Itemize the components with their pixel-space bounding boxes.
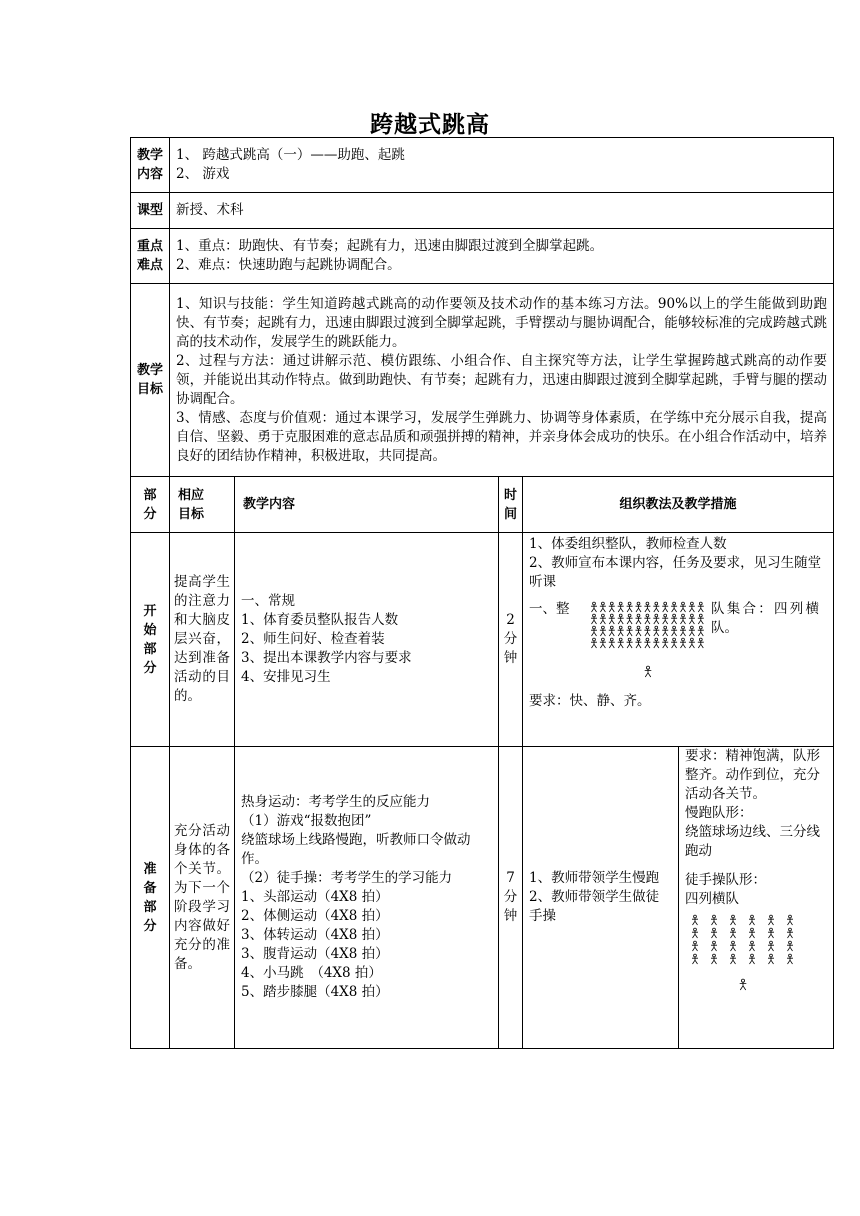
student-figure xyxy=(636,614,642,624)
student-figure xyxy=(609,614,615,624)
prep-content-line: 绕篮球场上线路慢跑，听教师口令做动作。 xyxy=(241,832,471,867)
start-method-line: 1、体委组织整队，教师检查人数 xyxy=(529,536,727,552)
prep-target: 充分活动身体的各个关节。为下一个阶段学习内容做好充分的准备。 xyxy=(170,747,235,1049)
student-figure xyxy=(609,638,615,648)
prep-side-formation: 徒手操队形： 四列横队 xyxy=(685,872,766,907)
start-time: 2 分 钟 xyxy=(499,533,523,747)
student-figure xyxy=(653,638,659,648)
student-figure xyxy=(749,928,755,938)
student-figure xyxy=(698,614,704,624)
prep-content-line: 1、头部运动（4X8 拍） xyxy=(241,889,389,905)
prep-side xyxy=(679,747,834,1049)
student-figure xyxy=(662,626,668,636)
student-figure xyxy=(749,954,755,964)
start-content-line: 4、安排见习生 xyxy=(241,669,331,685)
student-figure xyxy=(644,602,650,612)
start-part: 开 始 部 分 xyxy=(131,533,170,747)
student-figure xyxy=(636,626,642,636)
student-figure xyxy=(689,638,695,648)
student-figure xyxy=(609,626,615,636)
student-formation-icon xyxy=(589,600,707,682)
prep-method-line: 2、教师带领学生做徒手操 xyxy=(529,889,660,924)
student-figure xyxy=(698,602,704,612)
goal-paragraph: 1、知识与技能：学生知道跨越式跳高的动作要领及技术动作的基本练习方法。90%以上的学生能做到助跑快、有节奏；起跳有力，迅速由脚跟过渡到全脚掌起跳，手臂摆动与腿协调配合，能够较标准的完成跨越式跳高的技术动作，发展学生的跳跃能力。 xyxy=(176,295,828,350)
header-time: 时 间 xyxy=(499,477,523,533)
student-figure xyxy=(730,941,736,951)
student-figure xyxy=(591,614,597,624)
start-content-line: 3、提出本课教学内容与要求 xyxy=(241,650,412,666)
student-figure xyxy=(627,614,633,624)
student-figure xyxy=(653,602,659,612)
student-figure xyxy=(740,979,747,990)
prep-side-line: 绕篮球场边线、三分线跑动 xyxy=(685,824,820,859)
start-content-line: 2、师生问好、检查着装 xyxy=(241,631,385,647)
prep-content xyxy=(235,747,499,1049)
student-figure xyxy=(653,614,659,624)
content-line: 2、 游戏 xyxy=(176,166,230,182)
key-row xyxy=(131,229,834,284)
prep-content-line: 4、小马跳 （4X8 拍） xyxy=(241,965,382,981)
student-formation-icon xyxy=(685,913,805,997)
student-figure xyxy=(627,638,633,648)
student-figure xyxy=(636,638,642,648)
student-figure xyxy=(600,626,606,636)
student-figure xyxy=(618,602,624,612)
student-figure xyxy=(600,602,606,612)
student-figure xyxy=(692,915,698,925)
content-row xyxy=(131,138,834,193)
student-figure xyxy=(627,626,633,636)
prep-row xyxy=(131,747,834,1049)
student-figure xyxy=(644,626,650,636)
start-method xyxy=(523,533,834,747)
student-figure xyxy=(711,915,717,925)
prep-part: 准 备 部 分 xyxy=(131,747,170,1049)
student-figure xyxy=(787,941,793,951)
student-figure xyxy=(692,954,698,964)
formation-text-right: 队集合：四列横队。 xyxy=(711,601,819,636)
prep-method xyxy=(523,747,679,1049)
student-figure xyxy=(636,602,642,612)
student-figure xyxy=(787,915,793,925)
student-figure xyxy=(698,638,704,648)
student-figure xyxy=(711,928,717,938)
student-figure xyxy=(711,954,717,964)
prep-method-line: 1、教师带领学生慢跑 xyxy=(529,870,660,886)
student-figure xyxy=(692,941,698,951)
content-line: 1、 跨越式跳高（一）——助跑、起跳 xyxy=(176,147,405,163)
start-target: 提高学生的注意力和大脑皮层兴奋，达到准备活动的目的。 xyxy=(170,533,235,747)
student-figure xyxy=(627,602,633,612)
student-figure xyxy=(591,626,597,636)
student-figure xyxy=(689,602,695,612)
content-cell xyxy=(170,138,834,193)
prep-content-line: （2）徒手操：考考学生的学习能力 xyxy=(241,870,453,886)
student-figure xyxy=(787,928,793,938)
student-figure xyxy=(689,614,695,624)
goal-paragraph: 3、情感、态度与价值观：通过本课学习，发展学生弹跳力、协调等身体素质，在学练中充分展示自我，提高自信、坚毅、勇于克服困难的意志品质和顽强拼搏的精神，并亲身体会成功的快乐。在小组合作活动中，培养良好的团结协作精神，积极进取，共同提高。 xyxy=(176,409,828,464)
lesson-plan-table xyxy=(130,137,834,1049)
student-figure xyxy=(618,614,624,624)
content-label: 教学 内容 xyxy=(131,138,170,193)
start-row xyxy=(131,533,834,747)
student-figure xyxy=(787,954,793,964)
header-method: 组织教法及教学措施 xyxy=(523,477,834,533)
student-figure xyxy=(645,666,652,677)
student-figure xyxy=(680,626,686,636)
student-figure xyxy=(698,626,704,636)
student-figure xyxy=(768,941,774,951)
prep-time: 7 分 钟 xyxy=(499,747,523,1049)
student-figure xyxy=(671,614,677,624)
student-figure xyxy=(644,638,650,648)
goal-row xyxy=(131,284,834,477)
student-figure xyxy=(711,941,717,951)
key-line: 2、难点：快速助跑与起跳协调配合。 xyxy=(176,257,401,273)
student-figure xyxy=(662,638,668,648)
type-label: 课型 xyxy=(131,193,170,229)
student-figure xyxy=(671,638,677,648)
student-figure xyxy=(671,626,677,636)
student-figure xyxy=(680,614,686,624)
key-cell xyxy=(170,229,834,284)
student-figure xyxy=(600,614,606,624)
student-figure xyxy=(671,602,677,612)
student-figure xyxy=(662,602,668,612)
student-figure xyxy=(749,915,755,925)
goal-label: 教学 目标 xyxy=(131,284,170,477)
student-figure xyxy=(768,915,774,925)
key-label: 重点 难点 xyxy=(131,229,170,284)
start-content-line: 1、体育委员整队报告人数 xyxy=(241,612,399,628)
start-method-line: 2、教师宣布本课内容，任务及要求，见习生随堂听课 xyxy=(529,555,822,590)
type-value: 新授、术科 xyxy=(170,193,834,229)
prep-side-line: 要求：精神饱满，队形整齐。动作到位，充分活动各关节。 xyxy=(685,748,820,802)
student-figure xyxy=(680,602,686,612)
page-title: 跨越式跳高 xyxy=(370,111,490,138)
student-figure xyxy=(692,928,698,938)
student-figure xyxy=(689,626,695,636)
student-figure xyxy=(662,614,668,624)
section-header-row xyxy=(131,477,834,533)
prep-side-line: 慢跑队形： xyxy=(685,805,753,821)
goal-cell xyxy=(170,284,834,477)
student-figure xyxy=(618,626,624,636)
student-figure xyxy=(653,626,659,636)
header-part: 部 分 xyxy=(131,477,170,533)
student-figure xyxy=(730,954,736,964)
student-figure xyxy=(768,928,774,938)
student-figure xyxy=(768,954,774,964)
start-requirement: 要求：快、静、齐。 xyxy=(529,693,651,709)
key-line: 1、重点：助跑快、有节奏；起跳有力，迅速由脚跟过渡到全脚掌起跳。 xyxy=(176,238,604,254)
type-row xyxy=(131,193,834,229)
prep-content-line: 3、腹背运动（4X8 拍） xyxy=(241,946,389,962)
student-figure xyxy=(644,614,650,624)
student-figure xyxy=(680,638,686,648)
formation-text-left: 一、整 xyxy=(529,601,570,617)
student-figure xyxy=(591,638,597,648)
header-content: 教学内容 xyxy=(235,477,499,533)
header-target: 相应 目标 xyxy=(170,477,235,533)
prep-content-line: （1）游戏“报数抱团” xyxy=(241,813,372,829)
student-figure xyxy=(730,928,736,938)
student-figure xyxy=(600,638,606,648)
start-content xyxy=(235,533,499,747)
prep-content-line: 2、体侧运动（4X8 拍） xyxy=(241,908,389,924)
student-figure xyxy=(749,941,755,951)
student-figure xyxy=(730,915,736,925)
student-figure xyxy=(618,638,624,648)
prep-content-line: 热身运动：考考学生的反应能力 xyxy=(241,794,430,810)
start-content-line: 一、常规 xyxy=(241,593,295,609)
goal-paragraph: 2、过程与方法：通过讲解示范、模仿跟练、小组合作、自主探究等方法，让学生掌握跨越式跳高的动作要领，并能说出其动作特点。做到助跑快、有节奏；起跳有力，迅速由脚跟过渡到全脚掌起跳，手臂与腿的摆动协调配合。 xyxy=(176,352,828,407)
student-figure xyxy=(591,602,597,612)
prep-content-line: 3、体转运动（4X8 拍） xyxy=(241,927,389,943)
prep-content-line: 5、踏步膝腿（4X8 拍） xyxy=(241,984,389,1000)
student-figure xyxy=(609,602,615,612)
